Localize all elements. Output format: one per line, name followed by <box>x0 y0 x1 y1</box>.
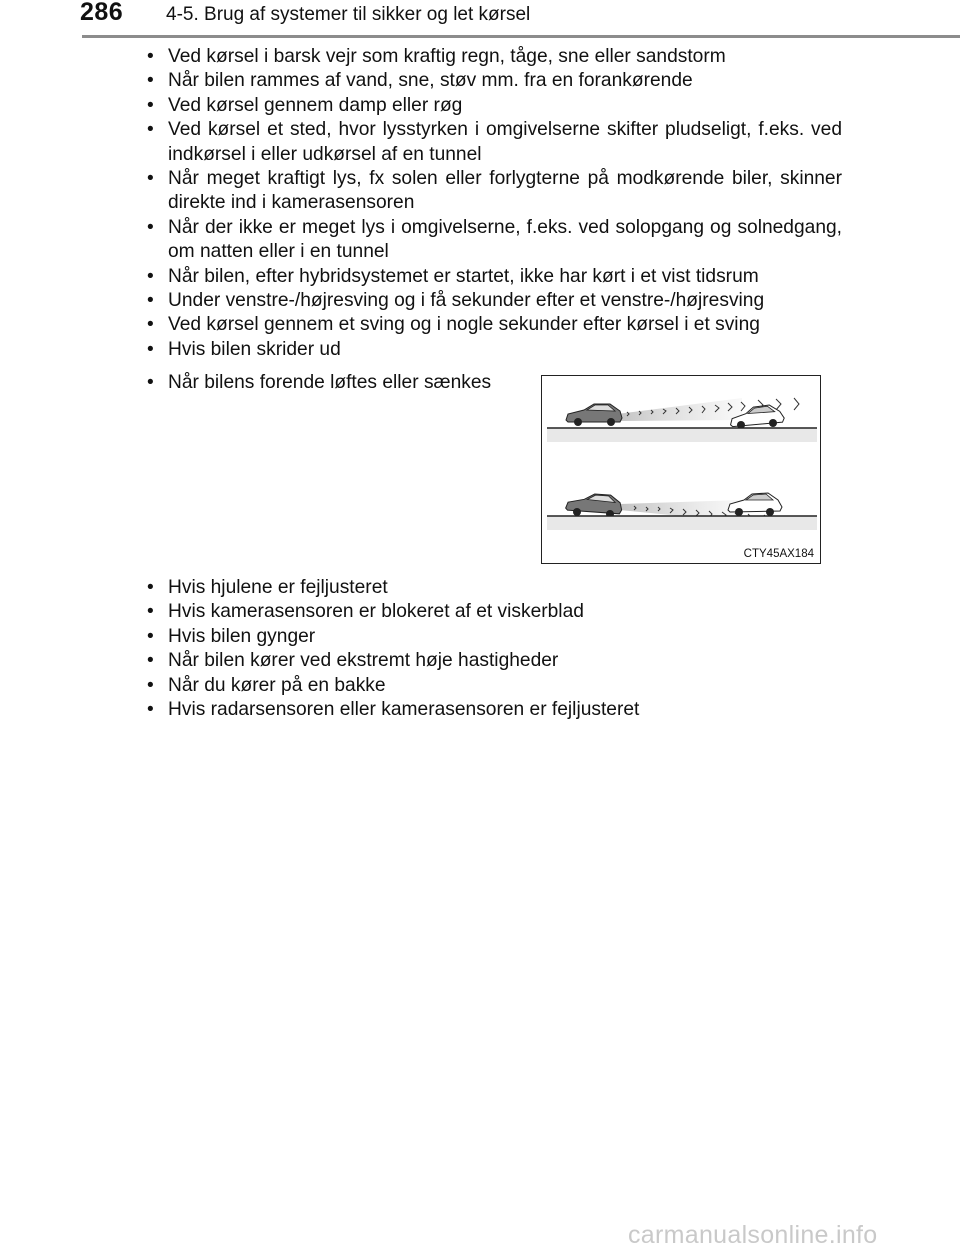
list-item: • Når du kører på en bakke <box>145 674 842 698</box>
figure-code: CTY45AX184 <box>743 548 814 560</box>
car-icon <box>728 493 782 516</box>
list-item: • Ved kørsel et sted, hvor lysstyrken i omgivelserne skifter pludseligt, f.eks. ved indkørsel i eller udkørsel af en tunnel <box>145 118 842 167</box>
section-title: 4-5. Brug af systemer til sikker og let kørsel <box>166 4 531 25</box>
list-item: • Hvis hjulene er fejljusteret <box>145 576 842 600</box>
road-surface <box>547 516 817 530</box>
list-item: • Når bilens forende løftes eller sænkes <box>145 371 525 395</box>
list-item: • Hvis bilen skrider ud <box>145 338 842 362</box>
list-item: • Hvis bilen gynger <box>145 625 842 649</box>
list-item: • Når meget kraftigt lys, fx solen eller forlygterne på modkørende biler, skinner direkte ind i kamerasensoren <box>145 167 842 216</box>
road-surface <box>547 428 817 442</box>
page-header <box>0 0 960 40</box>
list-item: • Når bilen, efter hybridsystemet er startet, ikke har kørt i et vist tidsrum <box>145 265 842 289</box>
list-item: • Ved kørsel i barsk vejr som kraftig regn, tåge, sne eller sandstorm <box>145 45 842 69</box>
list-item: • Når bilen kører ved ekstremt høje hastigheder <box>145 649 842 673</box>
condition-list-mid <box>145 371 525 395</box>
list-item: • Hvis kamerasensoren er blokeret af et viskerblad <box>145 600 842 624</box>
list-item: • Hvis radarsensoren eller kamerasensoren er fejljusteret <box>145 698 842 722</box>
list-item: • Når der ikke er meget lys i omgivelserne, f.eks. ved solopgang og solnedgang, om natten eller i en tunnel <box>145 216 842 265</box>
page-number: 286 <box>80 0 124 26</box>
condition-list-top <box>145 45 842 362</box>
list-item: • Under venstre-/højresving og i få sekunder efter et venstre-/højresving <box>145 289 842 313</box>
list-item: • Ved kørsel gennem et sving og i nogle sekunder efter kørsel i et sving <box>145 313 842 337</box>
car-icon <box>566 404 622 426</box>
car-sensor-diagram <box>542 376 819 562</box>
list-item: • Ved kørsel gennem damp eller røg <box>145 94 842 118</box>
condition-list-bottom <box>145 576 842 722</box>
car-icon <box>566 492 623 518</box>
watermark: carmanualsonline.info <box>628 1221 878 1249</box>
scene-nose-up <box>547 398 817 442</box>
scene-nose-down <box>547 492 817 530</box>
sensor-illustration <box>541 375 821 564</box>
list-item: • Når bilen rammes af vand, sne, støv mm. fra en forankørende <box>145 69 842 93</box>
header-divider <box>82 35 960 38</box>
sensor-beam <box>617 398 742 421</box>
